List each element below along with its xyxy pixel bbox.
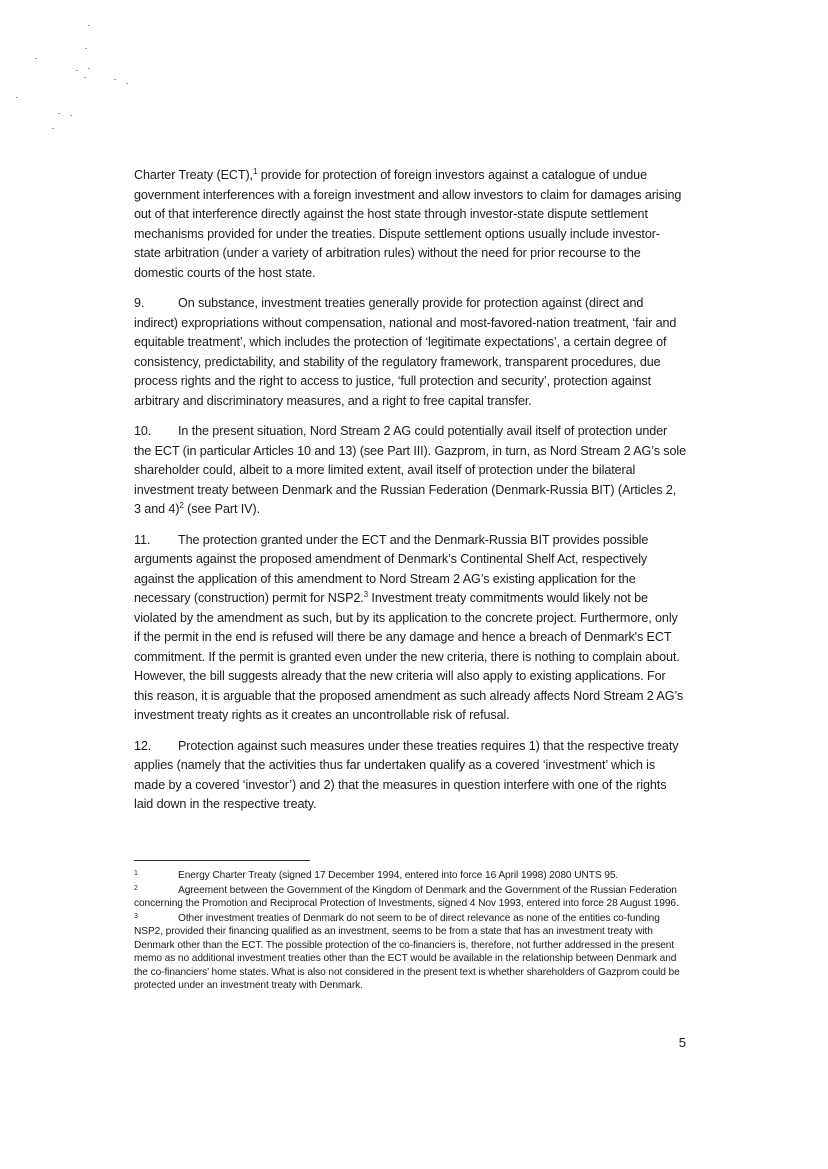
- paragraph-text: provide for protection of foreign investors against a catalogue of undue government interferences with a foreign investment and allow investors to claim for damages arising out of that interference directly against the host state through investor-state dispute settlement mechanisms provided for under the treaties. Dispute settlement options usually include investor-state arbitration (under a variety of arbitration rules) without the need for prior recourse to the domestic courts of the host state.: [134, 168, 682, 280]
- footnote-text: Other investment treaties of Denmark do not seem to be of direct relevance as none of the entities co-funding NSP2, provided their financing qualified as an investment, seems to be from a state that has an investment treaty with Denmark other than the ECT. The possible protection of the co-financiers is, therefore, not further addressed in the present memo as no additional investment treaties other than the ECT would be available in the relationship between Denmark and the co-financiers’ home states. What is also not considered in the present text is whether shareholders of Gazprom could be protected under an investment treaty with Denmark.: [134, 912, 680, 991]
- footnote-mark: 2: [134, 884, 138, 892]
- footnote-separator: [134, 860, 310, 861]
- paragraph-text: On substance, investment treaties generally provide for protection against (direct and indirect) expropriations without compensation, national and most-favored-nation treatment, ‘fair and equitable treatment’, which includes the protection of ‘legitimate expectations’, a certain degree of consistency, predictability, and stability of the regulatory framework, transparent procedures, due process rights and the right to access to justice, ‘full protection and security’, protection against arbitrary and discriminatory measures, and a right to free capital transfer.: [134, 296, 677, 408]
- paragraph-number: 10.: [134, 424, 152, 438]
- footnote-ref[interactable]: 1: [252, 166, 258, 176]
- footnote-mark: 3: [134, 912, 138, 920]
- paragraph: [134, 531, 686, 726]
- footnote: [134, 912, 686, 993]
- paragraph: [134, 737, 686, 815]
- paragraph-number: 12.: [134, 738, 152, 753]
- paragraph-number: 11.: [134, 532, 151, 547]
- footnote: [134, 884, 686, 911]
- paragraph-text: (see Part IV).: [183, 502, 260, 516]
- paragraph-text: In the present situation, Nord Stream 2 AG could potentially avail itself of protection under the ECT (in particular Articles 10 and 13) (see Part III). Gazprom, in turn, as Nord Stream 2 AG’s sole shareholder could, albeit to a more limited extent, avail itself of protection under the bilateral investment treaty between Denmark and the Russian Federation (Denmark-Russia BIT) (Articles 2, 3 and 4): [134, 424, 686, 516]
- footnote-text: Energy Charter Treaty (signed 17 December 1994, entered into force 16 April 1998) 2080 UNTS 95.: [178, 870, 619, 881]
- footnotes: [134, 869, 686, 994]
- paragraph: [134, 294, 686, 411]
- paragraph-text: The protection granted under the ECT and the Denmark-Russia BIT provides possible arguments against the proposed amendment of Denmark’s Continental Shelf Act, respectively against the application of this amendment to Nord Stream 2 AG’s existing application for the necessary (construction) permit for NSP2.: [134, 532, 649, 605]
- paragraph-text: Protection against such measures under these treaties requires 1) that the respective treaty applies (namely that the activities thus far undertaken qualify as a covered ‘investment’ which is made by a covered ‘investor’) and 2) that the measures in question interfere with one of the rights laid down in the respective treaty.: [134, 738, 679, 811]
- footnote-ref[interactable]: 2: [179, 500, 184, 510]
- footnote: [134, 869, 686, 883]
- paragraph-text: Charter Treaty (ECT),: [134, 168, 253, 182]
- paragraph: [134, 422, 686, 520]
- page-number: 5: [678, 1035, 686, 1050]
- footnote-ref[interactable]: 3: [363, 589, 369, 599]
- footnote-text: Agreement between the Government of the Kingdom of Denmark and the Government of the Russian Federation concerning the Promotion and Reciprocal Protection of Investments, signed 4 Nov 1993, entered into force 28 August 1996.: [134, 884, 679, 909]
- paragraph-number: 9.: [134, 296, 145, 310]
- paragraph-text: Investment treaty commitments would likely not be violated by the amendment as such, but by its application to the concrete project. Furthermore, only if the permit in the end is refused will there be any damage and hence a breach of Denmark's ECT commitment. If the permit is granted even under the new criteria, there is nothing to complain about. However, the bill suggests already that the new criteria will also apply to existing applications. For this reason, it is arguable that the proposed amendment as such already affects Nord Stream 2 AG’s investment treaty rights as it creates an uncontrollable risk of refusal.: [134, 591, 684, 722]
- footnote-mark: 1: [134, 870, 138, 877]
- paragraph: [134, 166, 686, 283]
- body-text: [134, 166, 686, 826]
